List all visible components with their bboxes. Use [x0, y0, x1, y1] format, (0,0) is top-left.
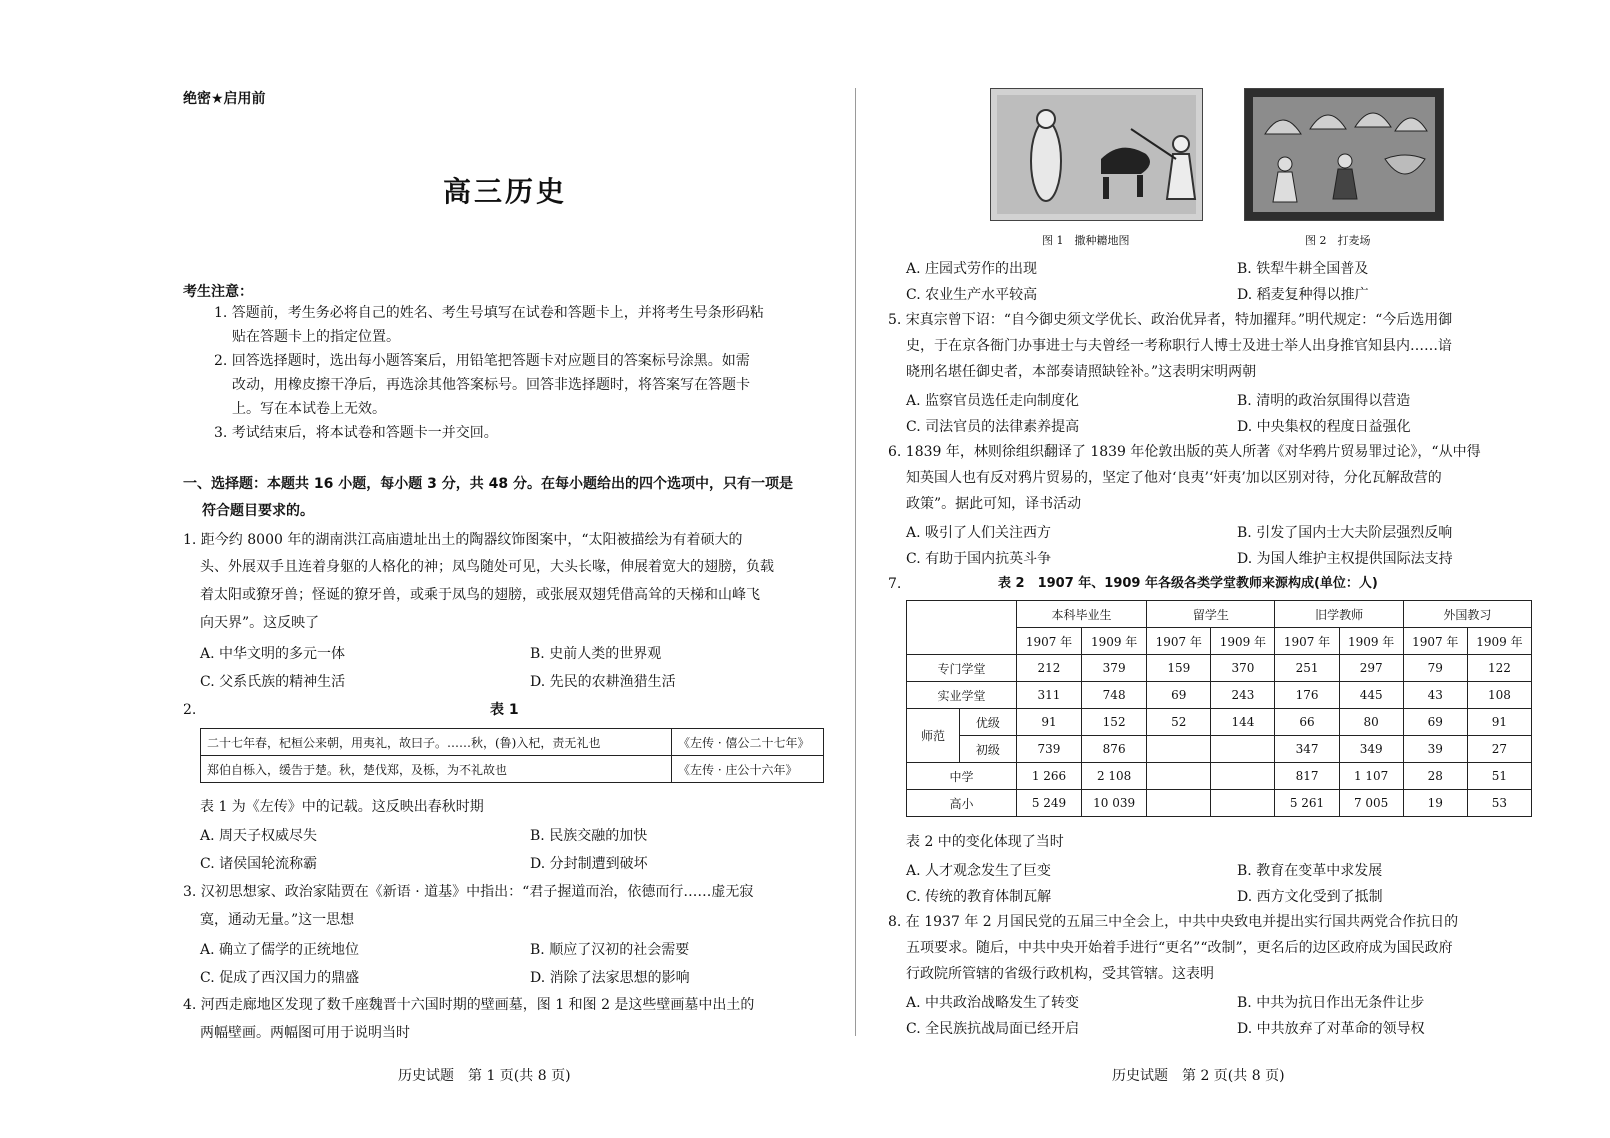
table-cell: 7 005 — [1339, 790, 1403, 817]
table-cell: 2 108 — [1082, 763, 1147, 790]
q5-stem: 5. 宋真宗曾下诏：“自今御史须文学优长、政治优异者，特加擢拜。”明代规定：“今后选用御 — [888, 312, 1453, 328]
table-cell — [1211, 763, 1275, 790]
table-cell: 152 — [1082, 709, 1147, 736]
q1-stem: 着太阳或獠牙兽；怪诞的獠牙兽，或乘于凤鸟的翅膀，或张展双翅凭借高耸的天梯和山峰飞 — [200, 587, 760, 603]
q7-option-d[interactable]: D. 西方文化受到了抵制 — [1237, 889, 1383, 905]
q4-option-b[interactable]: B. 铁犁牛耕全国普及 — [1237, 261, 1369, 277]
q1-option-c[interactable]: C. 父系氏族的精神生活 — [200, 674, 346, 690]
q7-table — [906, 600, 1532, 817]
year-header: 1909 年 — [1211, 628, 1275, 655]
q6-stem: 政策”。据此可知，译书活动 — [906, 496, 1082, 512]
table-cell: 5 261 — [1275, 790, 1339, 817]
year-header: 1909 年 — [1339, 628, 1403, 655]
table-row — [907, 736, 1532, 763]
q3-stem: 寞，通动无量。”这一思想 — [200, 912, 355, 928]
table-cell: 1 266 — [1016, 763, 1081, 790]
mural-plowing-image — [991, 89, 1202, 220]
q2-option-c[interactable]: C. 诸侯国轮流称霸 — [200, 856, 318, 872]
notice-title: 考生注意： — [183, 284, 253, 300]
row-label: 初级 — [959, 736, 1016, 763]
q7-stem: 表 2 中的变化体现了当时 — [906, 834, 1064, 850]
table-cell: 69 — [1147, 682, 1211, 709]
notice-line: 2. 回答选择题时，选出每小题答案后，用铅笔把答题卡对应题目的答案标号涂黑。如需 — [214, 353, 750, 369]
section-title: 一、选择题：本题共 16 小题，每小题 3 分，共 48 分。在每小题给出的四个选项中，只有一项是 — [183, 476, 793, 492]
q2-option-b[interactable]: B. 民族交融的加快 — [530, 828, 648, 844]
table-row — [907, 709, 1532, 736]
page-footer: 历史试题 第 1 页(共 8 页) — [398, 1068, 571, 1084]
notice-line: 贴在答题卡上的指定位置。 — [232, 329, 400, 345]
q7-table-title: 表 2 1907 年、1909 年各级各类学堂教师来源构成(单位：人) — [998, 576, 1378, 591]
q6-stem: 知英国人也有反对鸦片贸易的，坚定了他对‘良夷’‘奸夷’加以区别对待，分化瓦解敌营的 — [906, 470, 1442, 486]
q2-table-title: 表 1 — [490, 702, 519, 718]
table-row — [907, 655, 1532, 682]
table-cell — [1147, 736, 1211, 763]
q3-option-b[interactable]: B. 顺应了汉初的社会需要 — [530, 942, 690, 958]
table-cell: 370 — [1211, 655, 1275, 682]
notice-line: 3. 考试结束后，将本试卷和答题卡一并交回。 — [214, 425, 498, 441]
table-cell — [1147, 763, 1211, 790]
table-cell: 347 — [1275, 736, 1339, 763]
table-cell: 51 — [1467, 763, 1531, 790]
mural-threshing-image — [1245, 89, 1443, 220]
figure-1-mural — [990, 88, 1203, 221]
table-header: 外国教习 — [1403, 601, 1531, 628]
notice-line: 改动，用橡皮擦干净后，再选涂其他答案标号。回答非选择题时，将答案写在答题卡 — [232, 377, 750, 393]
table-cell: 52 — [1147, 709, 1211, 736]
table-cell: 27 — [1467, 736, 1531, 763]
q3-option-a[interactable]: A. 确立了儒学的正统地位 — [200, 942, 360, 958]
table-cell: 748 — [1082, 682, 1147, 709]
table-cell: 212 — [1016, 655, 1081, 682]
table-cell: 28 — [1403, 763, 1467, 790]
row-label: 专门学堂 — [907, 655, 1017, 682]
q1-option-d[interactable]: D. 先民的农耕渔猎生活 — [530, 674, 676, 690]
q2-table — [200, 728, 824, 783]
q5-option-a[interactable]: A. 监察官员选任走向制度化 — [906, 393, 1080, 409]
table-cell: 79 — [1403, 655, 1467, 682]
q8-option-c[interactable]: C. 全民族抗战局面已经开启 — [906, 1021, 1080, 1037]
figure-2-mural — [1244, 88, 1444, 221]
table-cell: 91 — [1016, 709, 1081, 736]
table-cell: 二十七年春，杞桓公来朝，用夷礼，故曰子。……秋，(鲁)入杞，责无礼也 — [201, 729, 672, 756]
table-cell: 53 — [1467, 790, 1531, 817]
table-cell: 80 — [1339, 709, 1403, 736]
table-row — [201, 756, 824, 783]
table-cell: 311 — [1016, 682, 1081, 709]
q5-stem: 晓刑名堪任御史者，本部奏请照缺铨补。”这表明宋明两朝 — [906, 364, 1257, 380]
table-cell: 251 — [1275, 655, 1339, 682]
table-cell: 43 — [1403, 682, 1467, 709]
page-title: 高三历史 — [442, 175, 567, 208]
table-header: 旧学教师 — [1275, 601, 1403, 628]
q8-option-d[interactable]: D. 中共放弃了对革命的领导权 — [1237, 1021, 1425, 1037]
group-label: 师范 — [907, 709, 960, 763]
q6-option-a[interactable]: A. 吸引了人们关注西方 — [906, 525, 1052, 541]
table-cell: 243 — [1211, 682, 1275, 709]
table-cell — [1211, 736, 1275, 763]
q4-option-d[interactable]: D. 稻麦复种得以推广 — [1237, 287, 1369, 303]
q8-stem: 五项要求。随后，中共中央开始着手进行“更名”“改制”，更名后的边区政府成为国民政府 — [906, 940, 1453, 956]
q1-stem: 向天界”。这反映了 — [200, 615, 320, 631]
page-divider — [855, 88, 856, 1036]
row-label: 实业学堂 — [907, 682, 1017, 709]
q8-option-a[interactable]: A. 中共政治战略发生了转变 — [906, 995, 1080, 1011]
table-cell — [1211, 790, 1275, 817]
table-cell: 《左传 · 庄公十六年》 — [672, 756, 824, 783]
year-header: 1909 年 — [1467, 628, 1531, 655]
section-title-cont: 符合题目要求的。 — [202, 503, 314, 519]
q6-option-b[interactable]: B. 引发了国内士大夫阶层强烈反响 — [1237, 525, 1453, 541]
q1-option-a[interactable]: A. 中华文明的多元一体 — [200, 646, 346, 662]
q2-option-d[interactable]: D. 分封制遭到破坏 — [530, 856, 648, 872]
table-cell: 108 — [1467, 682, 1531, 709]
q4-option-a[interactable]: A. 庄园式劳作的出现 — [906, 261, 1038, 277]
q7-option-c[interactable]: C. 传统的教育体制瓦解 — [906, 889, 1052, 905]
table-cell: 69 — [1403, 709, 1467, 736]
q2-option-a[interactable]: A. 周天子权威尽失 — [200, 828, 318, 844]
year-header: 1907 年 — [1147, 628, 1211, 655]
q6-stem: 6. 1839 年，林则徐组织翻译了 1839 年伦敦出版的英人所著《对华鸦片贸易罪过论》，“从中得 — [888, 444, 1481, 460]
q2-number: 2. — [183, 702, 197, 718]
table-cell — [1147, 790, 1211, 817]
notice-line: 上。写在本试卷上无效。 — [232, 401, 386, 417]
q1-stem: 1. 距今约 8000 年的湖南洪江高庙遗址出土的陶器纹饰图案中，“太阳被描绘为有着硕大的 — [183, 532, 743, 548]
table-row — [907, 790, 1532, 817]
table-cell: 349 — [1339, 736, 1403, 763]
notice-line: 1. 答题前，考生务必将自己的姓名、考生号填写在试卷和答题卡上，并将考生号条形码粘 — [214, 305, 764, 321]
table-cell: 445 — [1339, 682, 1403, 709]
q2-stem: 表 1 为《左传》中的记载。这反映出春秋时期 — [200, 799, 484, 815]
table-cell: 郑伯自栎入，缓告于楚。秋，楚伐郑，及栎，为不礼故也 — [201, 756, 672, 783]
q4-stem: 两幅壁画。两幅图可用于说明当时 — [200, 1025, 410, 1041]
figure-2-caption: 图 2 打麦场 — [1305, 234, 1371, 247]
q6-option-c[interactable]: C. 有助于国内抗英斗争 — [906, 551, 1052, 567]
page-footer: 历史试题 第 2 页(共 8 页) — [1112, 1068, 1285, 1084]
table-corner — [907, 601, 1017, 655]
q7-option-a[interactable]: A. 人才观念发生了巨变 — [906, 863, 1052, 879]
q3-option-c[interactable]: C. 促成了西汉国力的鼎盛 — [200, 970, 360, 986]
secret-label: 绝密★启用前 — [183, 91, 266, 107]
q4-option-c[interactable]: C. 农业生产水平较高 — [906, 287, 1038, 303]
table-cell: 817 — [1275, 763, 1339, 790]
q8-stem: 行政院所管辖的省级行政机构，受其管辖。这表明 — [906, 966, 1214, 982]
table-cell: 39 — [1403, 736, 1467, 763]
table-cell: 379 — [1082, 655, 1147, 682]
year-header: 1907 年 — [1275, 628, 1339, 655]
q1-option-b[interactable]: B. 史前人类的世界观 — [530, 646, 662, 662]
table-cell: 19 — [1403, 790, 1467, 817]
table-cell: 10 039 — [1082, 790, 1147, 817]
q8-option-b[interactable]: B. 中共为抗日作出无条件让步 — [1237, 995, 1425, 1011]
row-label: 优级 — [959, 709, 1016, 736]
table-cell: 176 — [1275, 682, 1339, 709]
table-cell: 5 249 — [1016, 790, 1081, 817]
table-header: 本科毕业生 — [1016, 601, 1146, 628]
year-header: 1907 年 — [1016, 628, 1081, 655]
q5-stem: 史，于在京各衙门办事进士与夫曾经一考称职行人博士及进士举人出身推官知县内……谙 — [906, 338, 1452, 354]
table-cell: 297 — [1339, 655, 1403, 682]
year-header: 1907 年 — [1403, 628, 1467, 655]
q7-option-b[interactable]: B. 教育在变革中求发展 — [1237, 863, 1383, 879]
table-row — [907, 763, 1532, 790]
q5-option-d[interactable]: D. 中央集权的程度日益强化 — [1237, 419, 1411, 435]
q6-option-d[interactable]: D. 为国人维护主权提供国际法支持 — [1237, 551, 1453, 567]
table-cell: 144 — [1211, 709, 1275, 736]
q3-stem: 3. 汉初思想家、政治家陆贾在《新语 · 道基》中指出：“君子握道而治，依德而行……虚无寂 — [183, 884, 754, 900]
row-label: 中学 — [907, 763, 1017, 790]
table-cell: 876 — [1082, 736, 1147, 763]
table-cell: 739 — [1016, 736, 1081, 763]
q5-option-c[interactable]: C. 司法官员的法律素养提高 — [906, 419, 1080, 435]
table-row — [907, 682, 1532, 709]
table-header: 留学生 — [1147, 601, 1275, 628]
table-cell: 《左传 · 僖公二十七年》 — [672, 729, 824, 756]
table-cell: 1 107 — [1339, 763, 1403, 790]
q7-number: 7. — [888, 576, 902, 592]
q5-option-b[interactable]: B. 清明的政治氛围得以营造 — [1237, 393, 1411, 409]
figure-1-caption: 图 1 撒种耱地图 — [1042, 234, 1130, 247]
row-label: 高小 — [907, 790, 1017, 817]
table-cell: 159 — [1147, 655, 1211, 682]
q8-stem: 8. 在 1937 年 2 月国民党的五届三中全会上，中共中央致电并提出实行国共两党合作抗日的 — [888, 914, 1459, 930]
q1-stem: 头、外展双手且连着身躯的人格化的神；凤鸟随处可见，大头长喙，伸展着宽大的翅膀，负载 — [200, 559, 774, 575]
table-header-row — [907, 601, 1532, 628]
q3-option-d[interactable]: D. 消除了法家思想的影响 — [530, 970, 690, 986]
table-cell: 91 — [1467, 709, 1531, 736]
table-cell: 122 — [1467, 655, 1531, 682]
table-cell: 66 — [1275, 709, 1339, 736]
table-row — [201, 729, 824, 756]
q4-stem: 4. 河西走廊地区发现了数千座魏晋十六国时期的壁画墓，图 1 和图 2 是这些壁画墓中出土的 — [183, 997, 755, 1013]
year-header: 1909 年 — [1082, 628, 1147, 655]
